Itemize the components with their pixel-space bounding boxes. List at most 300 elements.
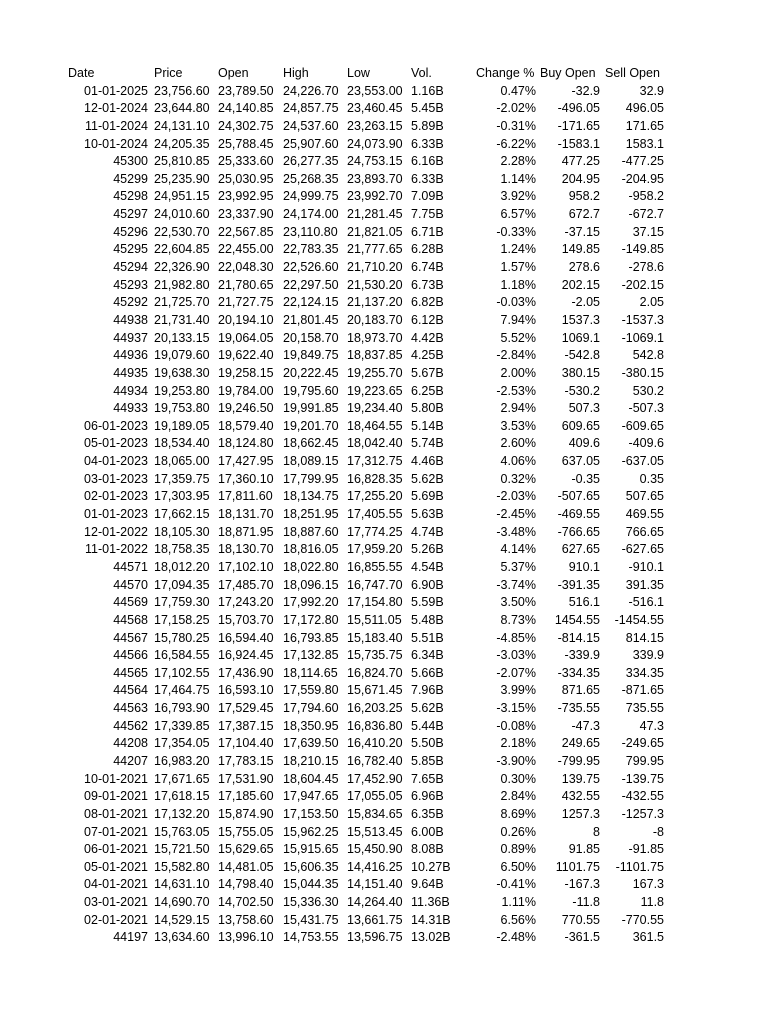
cell-price: 22,326.90 xyxy=(154,260,210,275)
cell-vol: 5.59B xyxy=(411,595,444,610)
cell-change: 2.84% xyxy=(500,789,536,804)
cell-sell-open: 2.05 xyxy=(639,295,664,310)
cell-sell-open: 542.8 xyxy=(632,348,664,363)
cell-sell-open: -1101.75 xyxy=(615,859,664,874)
cell-vol: 5.48B xyxy=(411,612,444,627)
cell-date: 44935 xyxy=(113,365,148,380)
cell-date: 03-01-2021 xyxy=(84,895,148,910)
cell-low: 21,530.20 xyxy=(347,277,403,292)
cell-low: 16,828.35 xyxy=(347,471,403,486)
cell-high: 25,268.35 xyxy=(283,171,339,186)
header-low: Low xyxy=(347,66,370,80)
cell-date: 44933 xyxy=(113,401,148,416)
cell-sell-open: -1454.55 xyxy=(614,612,664,627)
cell-low: 18,042.40 xyxy=(347,436,403,451)
cell-vol: 14.31B xyxy=(411,912,451,927)
cell-sell-open: -8 xyxy=(652,824,664,839)
cell-buy-open: 139.75 xyxy=(561,771,600,786)
cell-buy-open: -735.55 xyxy=(557,701,600,716)
cell-buy-open: -361.5 xyxy=(564,930,600,945)
cell-buy-open: -542.8 xyxy=(564,348,600,363)
cell-low: 24,753.15 xyxy=(347,154,403,169)
cell-date: 44565 xyxy=(113,665,148,680)
cell-open: 17,360.10 xyxy=(218,471,274,486)
cell-vol: 9.64B xyxy=(411,877,444,892)
cell-change: -2.48% xyxy=(496,930,536,945)
cell-sell-open: 735.55 xyxy=(625,701,664,716)
cell-open: 15,703.70 xyxy=(218,612,274,627)
cell-sell-open: -609.65 xyxy=(621,418,664,433)
cell-high: 14,753.55 xyxy=(283,930,339,945)
cell-sell-open: -1069.1 xyxy=(621,330,664,345)
cell-price: 14,690.70 xyxy=(154,895,210,910)
cell-price: 17,671.65 xyxy=(154,771,210,786)
cell-buy-open: 204.95 xyxy=(561,171,600,186)
cell-buy-open: -334.35 xyxy=(557,665,600,680)
cell-buy-open: -0.35 xyxy=(571,471,600,486)
cell-vol: 7.65B xyxy=(411,771,444,786)
cell-open: 13,758.60 xyxy=(218,912,274,927)
cell-buy-open: 202.15 xyxy=(561,277,600,292)
cell-change: 2.94% xyxy=(500,401,536,416)
cell-open: 25,333.60 xyxy=(218,154,274,169)
cell-sell-open: -516.1 xyxy=(628,595,664,610)
cell-sell-open: 1583.1 xyxy=(625,136,664,151)
cell-open: 19,784.00 xyxy=(218,383,274,398)
cell-price: 19,079.60 xyxy=(154,348,210,363)
cell-price: 20,133.15 xyxy=(154,330,210,345)
cell-high: 18,604.45 xyxy=(283,771,339,786)
cell-price: 17,464.75 xyxy=(154,683,210,698)
cell-change: 2.60% xyxy=(500,436,536,451)
cell-high: 24,857.75 xyxy=(283,101,339,116)
cell-low: 24,073.90 xyxy=(347,136,403,151)
cell-price: 19,253.80 xyxy=(154,383,210,398)
cell-change: 2.18% xyxy=(500,736,536,751)
cell-low: 17,774.25 xyxy=(347,524,403,539)
cell-price: 17,132.20 xyxy=(154,806,210,821)
cell-high: 18,816.05 xyxy=(283,542,339,557)
cell-buy-open: -11.8 xyxy=(572,895,600,910)
cell-buy-open: 149.85 xyxy=(561,242,600,257)
cell-price: 24,951.15 xyxy=(154,189,210,204)
cell-high: 22,783.35 xyxy=(283,242,339,257)
cell-high: 18,134.75 xyxy=(283,489,339,504)
cell-change: -0.31% xyxy=(496,118,536,133)
cell-price: 14,529.15 xyxy=(154,912,210,927)
cell-date: 11-01-2022 xyxy=(84,542,148,557)
cell-price: 17,303.95 xyxy=(154,489,210,504)
cell-change: -2.02% xyxy=(496,101,536,116)
cell-open: 17,185.60 xyxy=(218,789,274,804)
cell-price: 19,638.30 xyxy=(154,365,210,380)
cell-high: 22,526.60 xyxy=(283,260,339,275)
cell-vol: 5.89B xyxy=(411,118,444,133)
cell-date: 44197 xyxy=(113,930,148,945)
cell-low: 21,137.20 xyxy=(347,295,403,310)
cell-open: 25,788.45 xyxy=(218,136,274,151)
cell-date: 08-01-2021 xyxy=(84,806,148,821)
cell-price: 18,105.30 xyxy=(154,524,210,539)
cell-low: 23,992.70 xyxy=(347,189,403,204)
cell-date: 05-01-2021 xyxy=(84,859,148,874)
cell-price: 17,102.55 xyxy=(154,665,210,680)
cell-open: 23,992.95 xyxy=(218,189,274,204)
cell-change: 4.06% xyxy=(500,454,536,469)
cell-open: 18,130.70 xyxy=(218,542,274,557)
cell-date: 12-01-2022 xyxy=(84,524,148,539)
cell-open: 15,874.90 xyxy=(218,806,274,821)
cell-vol: 5.66B xyxy=(411,665,444,680)
cell-buy-open: -814.15 xyxy=(557,630,600,645)
cell-buy-open: -32.9 xyxy=(571,83,600,98)
cell-change: 2.28% xyxy=(500,154,536,169)
cell-date: 02-01-2021 xyxy=(84,912,148,927)
cell-buy-open: 249.65 xyxy=(561,736,600,751)
header-change: Change % xyxy=(476,66,535,80)
cell-high: 23,110.80 xyxy=(283,224,338,239)
cell-sell-open: -672.7 xyxy=(628,207,664,222)
cell-buy-open: 1257.3 xyxy=(561,806,600,821)
cell-buy-open: -1583.1 xyxy=(557,136,600,151)
cell-vol: 6.71B xyxy=(411,224,444,239)
cell-buy-open: 1537.3 xyxy=(561,312,600,327)
cell-price: 13,634.60 xyxy=(154,930,210,945)
cell-change: 0.89% xyxy=(500,842,536,857)
cell-open: 22,455.00 xyxy=(218,242,274,257)
cell-date: 12-01-2024 xyxy=(84,101,148,116)
cell-high: 18,096.15 xyxy=(283,577,339,592)
cell-sell-open: -278.6 xyxy=(628,260,664,275)
cell-low: 16,855.55 xyxy=(347,559,403,574)
cell-high: 17,559.80 xyxy=(283,683,339,698)
cell-price: 17,339.85 xyxy=(154,718,210,733)
cell-price: 19,753.80 xyxy=(154,401,210,416)
cell-sell-open: 530.2 xyxy=(632,383,664,398)
cell-low: 21,821.05 xyxy=(347,224,403,239)
cell-price: 17,662.15 xyxy=(154,507,210,522)
cell-price: 14,631.10 xyxy=(154,877,210,892)
cell-change: -6.22% xyxy=(496,136,536,151)
cell-price: 18,065.00 xyxy=(154,454,210,469)
cell-buy-open: 1069.1 xyxy=(561,330,600,345)
cell-sell-open: -910.1 xyxy=(628,559,664,574)
cell-low: 15,183.40 xyxy=(347,630,403,645)
cell-open: 19,246.50 xyxy=(218,401,274,416)
cell-sell-open: 496.05 xyxy=(625,101,664,116)
cell-low: 17,312.75 xyxy=(347,454,403,469)
cell-high: 18,089.15 xyxy=(283,454,339,469)
cell-open: 22,048.30 xyxy=(218,260,274,275)
cell-open: 24,302.75 xyxy=(218,118,274,133)
cell-open: 17,104.40 xyxy=(218,736,274,751)
cell-vol: 6.35B xyxy=(411,806,444,821)
cell-change: 3.53% xyxy=(500,418,536,433)
cell-low: 16,782.40 xyxy=(347,753,403,768)
cell-buy-open: -167.3 xyxy=(564,877,600,892)
cell-date: 01-01-2023 xyxy=(84,507,148,522)
cell-open: 18,131.70 xyxy=(218,507,274,522)
cell-price: 24,131.10 xyxy=(154,118,210,133)
cell-price: 15,721.50 xyxy=(154,842,210,857)
cell-change: 3.50% xyxy=(500,595,536,610)
cell-vol: 7.75B xyxy=(411,207,444,222)
cell-vol: 10.27B xyxy=(411,859,451,874)
cell-buy-open: 477.25 xyxy=(561,154,600,169)
cell-change: 1.11% xyxy=(501,895,536,910)
cell-low: 19,223.65 xyxy=(347,383,403,398)
cell-sell-open: 799.95 xyxy=(625,753,664,768)
cell-date: 06-01-2021 xyxy=(84,842,148,857)
cell-buy-open: 278.6 xyxy=(568,260,600,275)
cell-vol: 13.02B xyxy=(411,930,451,945)
cell-vol: 4.46B xyxy=(411,454,444,469)
cell-open: 17,427.95 xyxy=(218,454,274,469)
cell-high: 24,174.00 xyxy=(283,207,339,222)
cell-sell-open: 469.55 xyxy=(625,507,664,522)
cell-sell-open: 171.65 xyxy=(625,118,664,133)
cell-buy-open: 770.55 xyxy=(561,912,600,927)
cell-high: 18,022.80 xyxy=(283,559,339,574)
cell-change: 1.14% xyxy=(500,171,536,186)
cell-low: 20,183.70 xyxy=(347,312,403,327)
cell-vol: 5.45B xyxy=(411,101,444,116)
cell-sell-open: -149.85 xyxy=(621,242,664,257)
cell-low: 13,596.75 xyxy=(347,930,403,945)
cell-date: 04-01-2021 xyxy=(84,877,148,892)
cell-date: 02-01-2023 xyxy=(84,489,148,504)
cell-low: 16,836.80 xyxy=(347,718,403,733)
cell-open: 14,481.05 xyxy=(218,859,274,874)
cell-price: 18,012.20 xyxy=(154,559,210,574)
cell-low: 15,513.45 xyxy=(347,824,403,839)
cell-buy-open: 432.55 xyxy=(561,789,600,804)
cell-high: 16,793.85 xyxy=(283,630,339,645)
cell-buy-open: 910.1 xyxy=(568,559,600,574)
cell-open: 13,996.10 xyxy=(218,930,274,945)
cell-vol: 7.96B xyxy=(411,683,444,698)
cell-vol: 5.63B xyxy=(411,507,444,522)
header-sell-open: Sell Open xyxy=(605,66,660,80)
cell-open: 19,064.05 xyxy=(218,330,274,345)
cell-low: 18,837.85 xyxy=(347,348,403,363)
cell-high: 17,132.85 xyxy=(283,648,339,663)
cell-vol: 5.51B xyxy=(411,630,444,645)
cell-vol: 4.25B xyxy=(411,348,444,363)
cell-date: 44566 xyxy=(113,648,148,663)
cell-date: 44569 xyxy=(113,595,148,610)
cell-vol: 6.12B xyxy=(411,312,444,327)
cell-change: 5.37% xyxy=(500,559,536,574)
cell-sell-open: -770.55 xyxy=(621,912,664,927)
cell-low: 17,959.20 xyxy=(347,542,403,557)
cell-low: 15,834.65 xyxy=(347,806,403,821)
cell-open: 14,798.40 xyxy=(218,877,274,892)
cell-vol: 7.09B xyxy=(411,189,444,204)
cell-high: 17,947.65 xyxy=(283,789,339,804)
cell-low: 18,973.70 xyxy=(347,330,403,345)
cell-sell-open: 507.65 xyxy=(625,489,664,504)
cell-low: 21,710.20 xyxy=(347,260,403,275)
cell-vol: 4.42B xyxy=(411,330,444,345)
cell-change: -3.90% xyxy=(496,753,536,768)
cell-price: 15,582.80 xyxy=(154,859,210,874)
cell-price: 18,534.40 xyxy=(154,436,210,451)
cell-vol: 6.96B xyxy=(411,789,444,804)
cell-change: 6.50% xyxy=(500,859,536,874)
cell-buy-open: -469.55 xyxy=(557,507,600,522)
cell-sell-open: -1257.3 xyxy=(621,806,664,821)
cell-open: 16,593.10 xyxy=(218,683,274,698)
cell-sell-open: -202.15 xyxy=(621,277,664,292)
cell-open: 21,727.75 xyxy=(218,295,274,310)
cell-vol: 5.14B xyxy=(411,418,444,433)
cell-date: 45294 xyxy=(113,260,148,275)
cell-price: 17,759.30 xyxy=(154,595,210,610)
cell-date: 44938 xyxy=(113,312,148,327)
cell-open: 18,124.80 xyxy=(218,436,274,451)
header-high: High xyxy=(283,66,309,80)
cell-sell-open: -1537.3 xyxy=(621,312,664,327)
cell-vol: 6.25B xyxy=(411,383,444,398)
cell-change: 1.24% xyxy=(500,242,536,257)
cell-vol: 5.44B xyxy=(411,718,444,733)
cell-price: 16,584.55 xyxy=(154,648,210,663)
cell-sell-open: -432.55 xyxy=(621,789,664,804)
cell-buy-open: 1101.75 xyxy=(555,859,600,874)
cell-date: 45300 xyxy=(113,154,148,169)
cell-low: 23,263.15 xyxy=(347,118,403,133)
cell-change: 8.69% xyxy=(500,806,536,821)
cell-high: 20,158.70 xyxy=(283,330,339,345)
cell-high: 24,537.60 xyxy=(283,118,339,133)
cell-high: 18,662.45 xyxy=(283,436,339,451)
cell-vol: 6.33B xyxy=(411,136,444,151)
cell-high: 21,801.45 xyxy=(283,312,339,327)
cell-low: 17,055.05 xyxy=(347,789,403,804)
cell-high: 17,794.60 xyxy=(283,701,339,716)
cell-change: 0.30% xyxy=(500,771,536,786)
cell-buy-open: -47.3 xyxy=(571,718,600,733)
cell-low: 17,255.20 xyxy=(347,489,403,504)
cell-vol: 5.80B xyxy=(411,401,444,416)
cell-sell-open: -249.65 xyxy=(621,736,664,751)
cell-sell-open: -958.2 xyxy=(628,189,664,204)
cell-vol: 6.82B xyxy=(411,295,444,310)
cell-sell-open: 334.35 xyxy=(625,665,664,680)
cell-low: 16,203.25 xyxy=(347,701,403,716)
cell-price: 16,793.90 xyxy=(154,701,210,716)
cell-high: 22,297.50 xyxy=(283,277,339,292)
cell-high: 17,992.20 xyxy=(283,595,339,610)
cell-change: 3.99% xyxy=(500,683,536,698)
cell-buy-open: 871.65 xyxy=(561,683,600,698)
cell-vol: 6.73B xyxy=(411,277,444,292)
cell-change: -3.15% xyxy=(496,701,536,716)
cell-date: 44936 xyxy=(113,348,148,363)
cell-open: 17,529.45 xyxy=(218,701,274,716)
cell-change: -2.53% xyxy=(496,383,536,398)
cell-price: 15,763.05 xyxy=(154,824,210,839)
cell-low: 15,450.90 xyxy=(347,842,403,857)
cell-vol: 6.34B xyxy=(411,648,444,663)
cell-high: 24,226.70 xyxy=(283,83,339,98)
cell-price: 24,205.35 xyxy=(154,136,210,151)
cell-buy-open: 409.6 xyxy=(568,436,600,451)
cell-vol: 5.50B xyxy=(411,736,444,751)
cell-vol: 5.74B xyxy=(411,436,444,451)
cell-low: 15,671.45 xyxy=(347,683,403,698)
cell-date: 07-01-2021 xyxy=(84,824,148,839)
cell-open: 15,755.05 xyxy=(218,824,274,839)
cell-sell-open: -139.75 xyxy=(621,771,664,786)
cell-price: 21,725.70 xyxy=(154,295,210,310)
cell-high: 15,336.30 xyxy=(283,895,339,910)
cell-date: 44934 xyxy=(113,383,148,398)
cell-date: 01-01-2025 xyxy=(84,83,148,98)
cell-sell-open: 766.65 xyxy=(625,524,664,539)
cell-high: 15,915.65 xyxy=(283,842,339,857)
cell-low: 13,661.75 xyxy=(347,912,403,927)
cell-low: 23,460.45 xyxy=(347,101,403,116)
cell-change: 6.57% xyxy=(500,207,536,222)
cell-sell-open: -204.95 xyxy=(621,171,664,186)
cell-low: 17,405.55 xyxy=(347,507,403,522)
cell-buy-open: -339.9 xyxy=(564,648,600,663)
cell-change: -2.45% xyxy=(496,507,536,522)
cell-open: 22,567.85 xyxy=(218,224,274,239)
cell-buy-open: -799.95 xyxy=(557,753,600,768)
cell-vol: 5.62B xyxy=(411,471,444,486)
cell-high: 18,114.65 xyxy=(283,665,338,680)
cell-open: 18,871.95 xyxy=(218,524,274,539)
cell-price: 17,354.05 xyxy=(154,736,210,751)
cell-change: -0.03% xyxy=(496,295,536,310)
cell-change: 0.26% xyxy=(500,824,536,839)
cell-sell-open: -91.85 xyxy=(628,842,664,857)
cell-date: 44567 xyxy=(113,630,148,645)
cell-vol: 6.28B xyxy=(411,242,444,257)
cell-buy-open: -37.15 xyxy=(564,224,600,239)
cell-open: 20,194.10 xyxy=(218,312,274,327)
cell-date: 03-01-2023 xyxy=(84,471,148,486)
cell-sell-open: 11.8 xyxy=(640,895,664,910)
header-buy-open: Buy Open xyxy=(540,66,596,80)
cell-high: 17,153.50 xyxy=(283,806,339,821)
cell-change: 1.57% xyxy=(500,260,536,275)
cell-buy-open: -171.65 xyxy=(557,118,600,133)
cell-price: 21,731.40 xyxy=(154,312,210,327)
cell-sell-open: -627.65 xyxy=(621,542,664,557)
cell-change: 7.94% xyxy=(500,312,536,327)
cell-sell-open: -380.15 xyxy=(621,365,664,380)
cell-price: 22,530.70 xyxy=(154,224,210,239)
cell-low: 17,452.90 xyxy=(347,771,403,786)
cell-high: 15,044.35 xyxy=(283,877,339,892)
cell-low: 21,777.65 xyxy=(347,242,403,257)
cell-change: 3.92% xyxy=(500,189,536,204)
cell-open: 15,629.65 xyxy=(218,842,274,857)
cell-date: 44562 xyxy=(113,718,148,733)
cell-open: 14,702.50 xyxy=(218,895,274,910)
cell-sell-open: 47.3 xyxy=(639,718,664,733)
cell-open: 16,924.45 xyxy=(218,648,274,663)
cell-price: 23,756.60 xyxy=(154,83,210,98)
cell-sell-open: -409.6 xyxy=(628,436,664,451)
cell-sell-open: 37.15 xyxy=(632,224,664,239)
header-price: Price xyxy=(154,66,183,80)
cell-low: 23,893.70 xyxy=(347,171,403,186)
